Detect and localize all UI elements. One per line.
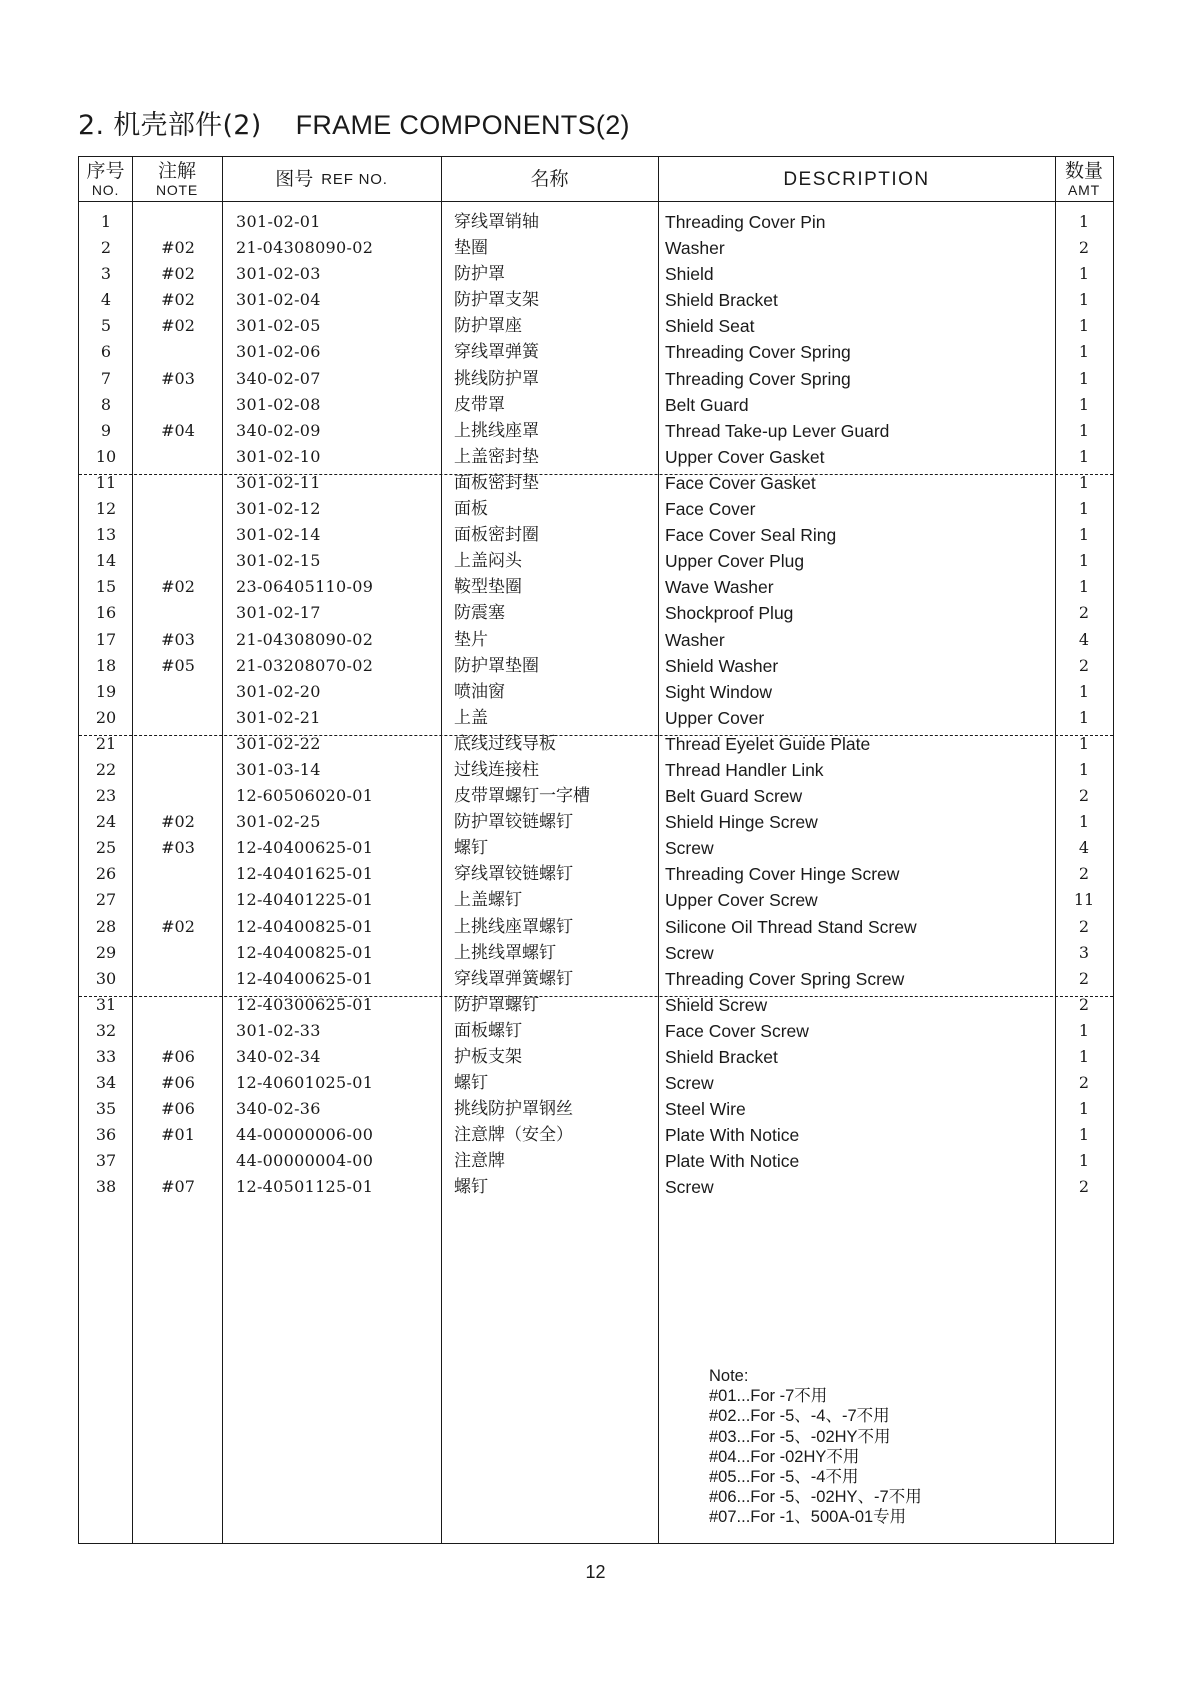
row-number: 1 xyxy=(100,212,112,231)
row-description: Shield Bracket xyxy=(665,1047,778,1067)
row-note: #02 xyxy=(161,812,195,832)
row-note xyxy=(133,679,223,705)
row-name-zh: 防护罩螺钉 xyxy=(454,994,539,1015)
table-row xyxy=(79,627,1113,653)
row-number: 29 xyxy=(95,942,117,962)
row-ref-no: 301-03-14 xyxy=(236,759,321,779)
table-row xyxy=(79,914,1113,940)
row-description: Upper Cover xyxy=(665,707,765,728)
row-amount: 2 xyxy=(1078,916,1090,936)
row-number: 27 xyxy=(95,890,117,910)
table-row xyxy=(79,444,1113,470)
row-amount: 1 xyxy=(1078,812,1090,832)
header-no-en: NO. xyxy=(91,181,120,198)
row-amount: 1 xyxy=(1078,342,1090,362)
row-amount: 1 xyxy=(1078,290,1090,310)
row-ref-no: 340-02-09 xyxy=(236,420,321,440)
table-row xyxy=(79,1044,1113,1070)
row-number: 3 xyxy=(100,264,112,284)
row-description: Screw xyxy=(665,838,714,859)
header-ref-en: REF NO. xyxy=(321,170,388,188)
row-amount: 2 xyxy=(1078,603,1090,623)
row-name-zh: 防护罩座 xyxy=(454,316,522,337)
row-ref-no: 301-02-25 xyxy=(236,812,321,832)
row-ref-no: 301-02-10 xyxy=(236,446,321,466)
row-note xyxy=(133,209,223,235)
row-ref-no: 340-02-34 xyxy=(236,1047,321,1066)
row-description: Silicone Oil Thread Stand Screw xyxy=(665,916,917,937)
note-line: #03...For -5、-02HY不用 xyxy=(709,1427,891,1446)
row-ref-no: 301-02-01 xyxy=(236,212,321,231)
row-ref-no: 12-40400825-01 xyxy=(236,916,374,936)
row-amount: 1 xyxy=(1078,577,1090,597)
row-note xyxy=(133,966,223,992)
row-description: Shield Seat xyxy=(665,316,755,337)
row-description: Wave Washer xyxy=(665,577,774,598)
row-description: Shockproof Plug xyxy=(665,603,794,624)
row-amount: 2 xyxy=(1078,864,1090,884)
row-name-zh: 挑线防护罩钢丝 xyxy=(454,1099,573,1120)
row-amount: 11 xyxy=(1073,890,1095,910)
row-number: 28 xyxy=(95,916,117,936)
row-description: Washer xyxy=(665,238,725,259)
row-ref-no: 301-02-14 xyxy=(236,525,321,545)
row-number: 24 xyxy=(95,812,117,832)
page-title xyxy=(78,103,630,142)
row-note: #07 xyxy=(161,1177,195,1197)
note-line: #02...For -5、-4、-7不用 xyxy=(709,1407,890,1426)
row-amount: 1 xyxy=(1078,733,1090,753)
row-description: Threading Cover Spring xyxy=(665,342,851,363)
row-amount: 1 xyxy=(1078,1047,1090,1066)
row-description: Belt Guard xyxy=(665,394,749,415)
row-number: 36 xyxy=(95,1125,117,1145)
row-ref-no: 301-02-17 xyxy=(236,603,321,623)
row-note xyxy=(133,1018,223,1044)
table-row xyxy=(79,522,1113,548)
row-name-zh: 穿线罩弹簧 xyxy=(454,342,539,363)
row-ref-no: 44-00000004-00 xyxy=(236,1151,374,1171)
row-amount: 2 xyxy=(1078,786,1090,806)
row-note xyxy=(133,444,223,470)
row-ref-no: 12-40300625-01 xyxy=(236,994,374,1014)
row-number: 6 xyxy=(100,342,112,362)
row-number: 19 xyxy=(95,681,117,701)
row-number: 15 xyxy=(95,577,117,597)
table-row xyxy=(79,1148,1113,1174)
header-amt xyxy=(1055,157,1113,201)
row-ref-no: 301-02-03 xyxy=(236,264,321,284)
row-number: 13 xyxy=(95,525,117,545)
table-row xyxy=(79,835,1113,861)
row-note xyxy=(133,705,223,731)
table-row xyxy=(79,1174,1113,1200)
row-name-zh: 面板密封垫 xyxy=(454,472,539,493)
row-name-zh: 垫圈 xyxy=(454,238,488,259)
row-description: Threading Cover Spring Screw xyxy=(665,968,905,989)
row-name-zh: 上挑线罩螺钉 xyxy=(454,942,556,963)
row-name-zh: 穿线罩弹簧螺钉 xyxy=(454,968,573,989)
row-ref-no: 340-02-07 xyxy=(236,368,321,388)
table-row xyxy=(79,1096,1113,1122)
row-note xyxy=(133,861,223,887)
row-description: Shield xyxy=(665,264,714,285)
row-number: 26 xyxy=(95,864,117,884)
row-amount: 1 xyxy=(1078,1151,1090,1171)
row-note xyxy=(133,940,223,966)
row-amount: 1 xyxy=(1078,368,1090,388)
row-name-zh: 螺钉 xyxy=(454,1177,488,1198)
row-note xyxy=(133,1148,223,1174)
row-note xyxy=(133,731,223,757)
row-amount: 1 xyxy=(1078,316,1090,336)
row-ref-no: 340-02-36 xyxy=(236,1099,321,1119)
row-number: 4 xyxy=(100,290,112,310)
header-note-en: NOTE xyxy=(155,181,199,198)
header-ref xyxy=(222,157,441,201)
row-name-zh: 上挑线座罩 xyxy=(454,420,539,441)
row-amount: 1 xyxy=(1078,1125,1090,1145)
row-ref-no: 23-06405110-09 xyxy=(236,577,374,597)
header-description xyxy=(658,157,1055,201)
row-description: Upper Cover Gasket xyxy=(665,446,825,467)
row-number: 32 xyxy=(95,1020,117,1040)
row-note: #01 xyxy=(161,1125,195,1145)
row-name-zh: 皮带罩螺钉一字槽 xyxy=(454,786,590,807)
row-ref-no: 301-02-08 xyxy=(236,394,321,414)
table-row xyxy=(79,209,1113,235)
row-amount: 2 xyxy=(1078,994,1090,1014)
row-name-zh: 防护罩垫圈 xyxy=(454,655,539,676)
row-amount: 2 xyxy=(1078,238,1090,258)
row-amount: 1 xyxy=(1078,759,1090,779)
row-number: 37 xyxy=(95,1151,117,1171)
row-note: #06 xyxy=(161,1099,195,1119)
row-note: #06 xyxy=(161,1073,195,1093)
row-note xyxy=(133,992,223,1018)
table-row xyxy=(79,940,1113,966)
row-name-zh: 喷油窗 xyxy=(454,681,505,702)
row-ref-no: 301-02-11 xyxy=(236,472,321,492)
row-note: #06 xyxy=(161,1047,195,1066)
row-note xyxy=(133,548,223,574)
row-name-zh: 鞍型垫圈 xyxy=(454,577,522,598)
row-description: Threading Cover Spring xyxy=(665,368,851,389)
row-ref-no: 301-02-20 xyxy=(236,681,321,701)
row-note: #02 xyxy=(161,238,195,258)
table-row xyxy=(79,1018,1113,1044)
page-number: 12 xyxy=(585,1562,606,1582)
row-note: #03 xyxy=(161,629,195,649)
row-number: 23 xyxy=(95,786,117,806)
row-ref-no: 21-03208070-02 xyxy=(236,655,374,675)
row-description: Upper Cover Screw xyxy=(665,890,818,911)
row-description: Plate With Notice xyxy=(665,1151,800,1172)
row-amount: 1 xyxy=(1078,212,1090,231)
header-note xyxy=(132,157,222,201)
table-row xyxy=(79,470,1113,496)
table-row xyxy=(79,600,1113,626)
header-description-label: DESCRIPTION xyxy=(783,168,930,190)
row-amount: 1 xyxy=(1078,551,1090,571)
row-number: 9 xyxy=(100,420,112,440)
table-row xyxy=(79,809,1113,835)
row-ref-no: 301-02-12 xyxy=(236,499,321,519)
row-ref-no: 12-60506020-01 xyxy=(236,786,374,806)
row-ref-no: 301-02-06 xyxy=(236,342,321,362)
table-row xyxy=(79,574,1113,600)
row-amount: 2 xyxy=(1078,968,1090,988)
table-row xyxy=(79,392,1113,418)
row-amount: 1 xyxy=(1078,446,1090,466)
header-name-zh: 名称 xyxy=(530,167,569,190)
row-number: 22 xyxy=(95,759,117,779)
row-description: Thread Take-up Lever Guard xyxy=(665,420,890,441)
row-note xyxy=(133,522,223,548)
row-name-zh: 底线过线导板 xyxy=(454,733,556,754)
row-ref-no: 301-02-33 xyxy=(236,1020,321,1040)
row-amount: 1 xyxy=(1078,525,1090,545)
row-name-zh: 面板密封圈 xyxy=(454,525,539,546)
row-description: Shield Screw xyxy=(665,994,768,1015)
row-number: 25 xyxy=(95,838,117,858)
row-ref-no: 12-40501125-01 xyxy=(236,1177,374,1197)
table-row xyxy=(79,861,1113,887)
row-name-zh: 上挑线座罩螺钉 xyxy=(454,916,573,937)
header-no-zh: 序号 xyxy=(86,159,125,182)
table-row xyxy=(79,653,1113,679)
row-amount: 1 xyxy=(1078,420,1090,440)
row-description: Upper Cover Plug xyxy=(665,551,805,572)
row-name-zh: 护板支架 xyxy=(454,1047,522,1067)
table-row xyxy=(79,783,1113,809)
row-number: 33 xyxy=(95,1047,117,1066)
row-number: 34 xyxy=(95,1073,117,1093)
header-no xyxy=(79,157,132,201)
row-ref-no: 21-04308090-02 xyxy=(236,629,374,649)
table-row xyxy=(79,679,1113,705)
row-note: #05 xyxy=(161,655,195,675)
row-name-zh: 上盖闷头 xyxy=(454,551,522,572)
row-name-zh: 上盖 xyxy=(454,707,488,728)
header-note-zh: 注解 xyxy=(157,159,196,182)
table-row xyxy=(79,548,1113,574)
table-row xyxy=(79,261,1113,287)
row-ref-no: 301-02-04 xyxy=(236,290,321,310)
note-line: #01...For -7不用 xyxy=(709,1387,828,1406)
row-amount: 1 xyxy=(1078,472,1090,492)
title-zh: 2. 机壳部件(2) xyxy=(78,110,262,141)
row-name-zh: 挑线防护罩 xyxy=(454,368,539,389)
row-number: 10 xyxy=(95,446,117,466)
note-line: #05...For -5、-4不用 xyxy=(709,1468,859,1487)
row-number: 14 xyxy=(95,551,117,571)
row-note xyxy=(133,392,223,418)
note-line: #04...For -02HY不用 xyxy=(709,1447,860,1466)
row-number: 21 xyxy=(95,733,117,753)
row-number: 18 xyxy=(95,655,117,675)
row-number: 20 xyxy=(95,707,117,727)
row-number: 16 xyxy=(95,603,117,623)
row-description: Screw xyxy=(665,1177,714,1198)
note-line: #06...For -5、-02HY、-7不用 xyxy=(709,1488,922,1507)
table-row xyxy=(79,887,1113,913)
row-note xyxy=(133,496,223,522)
row-description: Shield Bracket xyxy=(665,290,778,311)
row-description: Screw xyxy=(665,1073,714,1094)
row-description: Face Cover Screw xyxy=(665,1020,809,1041)
row-name-zh: 过线连接柱 xyxy=(454,759,539,780)
row-amount: 1 xyxy=(1078,499,1090,519)
row-note xyxy=(133,783,223,809)
row-ref-no: 301-02-15 xyxy=(236,551,321,571)
row-description: Shield Hinge Screw xyxy=(665,812,818,833)
row-name-zh: 面板 xyxy=(454,499,488,520)
row-number: 5 xyxy=(100,316,112,336)
row-ref-no: 12-40400625-01 xyxy=(236,968,374,988)
table-row xyxy=(79,1070,1113,1096)
notes-heading: Note: xyxy=(709,1367,749,1385)
table-row xyxy=(79,366,1113,392)
row-amount: 2 xyxy=(1078,655,1090,675)
row-description: Threading Cover Hinge Screw xyxy=(665,864,900,885)
header-name xyxy=(441,157,658,201)
row-number: 30 xyxy=(95,968,117,988)
row-number: 8 xyxy=(100,394,112,414)
row-description: Plate With Notice xyxy=(665,1125,800,1146)
header-ref-zh: 图号 xyxy=(275,167,314,190)
row-note: #02 xyxy=(161,264,195,284)
row-note xyxy=(133,757,223,783)
row-description: Shield Washer xyxy=(665,655,779,676)
row-ref-no: 12-40401225-01 xyxy=(236,890,374,910)
row-note: #02 xyxy=(161,577,195,597)
table-row xyxy=(79,313,1113,339)
table-row xyxy=(79,235,1113,261)
row-ref-no: 12-40601025-01 xyxy=(236,1073,374,1093)
row-number: 2 xyxy=(100,238,112,258)
row-amount: 1 xyxy=(1078,394,1090,414)
table-row xyxy=(79,731,1113,757)
row-ref-no: 12-40400625-01 xyxy=(236,838,374,858)
row-description: Washer xyxy=(665,629,725,650)
row-amount: 3 xyxy=(1078,942,1090,962)
row-number: 12 xyxy=(95,499,117,519)
row-amount: 1 xyxy=(1078,264,1090,284)
row-note xyxy=(133,470,223,496)
row-number: 35 xyxy=(95,1099,117,1119)
row-name-zh: 垫片 xyxy=(454,629,488,650)
row-name-zh: 防震塞 xyxy=(454,603,505,624)
notes-block xyxy=(709,1366,922,1528)
row-name-zh: 防护罩铰链螺钉 xyxy=(454,812,573,833)
row-ref-no: 44-00000006-00 xyxy=(236,1125,374,1145)
row-description: Face Cover xyxy=(665,499,756,520)
row-note: #03 xyxy=(161,368,195,388)
table-row xyxy=(79,966,1113,992)
row-name-zh: 防护罩 xyxy=(454,264,505,285)
row-amount: 1 xyxy=(1078,1020,1090,1040)
table-row xyxy=(79,705,1113,731)
row-note: #03 xyxy=(161,838,195,858)
header-divider xyxy=(79,201,1113,202)
table-row xyxy=(79,992,1113,1018)
row-description: Sight Window xyxy=(665,681,772,702)
row-name-zh: 注意牌 xyxy=(454,1151,505,1172)
row-name-zh: 注意牌（安全） xyxy=(454,1125,573,1146)
row-amount: 4 xyxy=(1078,629,1090,649)
row-ref-no: 12-40400825-01 xyxy=(236,942,374,962)
table-row xyxy=(79,287,1113,313)
row-name-zh: 上盖密封垫 xyxy=(454,446,539,467)
row-ref-no: 301-02-05 xyxy=(236,316,321,336)
row-ref-no: 301-02-22 xyxy=(236,733,321,753)
row-name-zh: 防护罩支架 xyxy=(454,290,539,311)
row-description: Screw xyxy=(665,942,714,963)
row-name-zh: 螺钉 xyxy=(454,1073,488,1094)
row-description: Face Cover Seal Ring xyxy=(665,525,837,546)
note-line: #07...For -1、500A-01专用 xyxy=(709,1508,907,1527)
row-number: 31 xyxy=(95,994,117,1014)
table-row xyxy=(79,339,1113,365)
row-ref-no: 301-02-21 xyxy=(236,707,321,727)
row-description: Steel Wire xyxy=(665,1099,746,1120)
row-note: #02 xyxy=(161,916,195,936)
row-note: #02 xyxy=(161,290,195,310)
row-number: 11 xyxy=(95,472,117,492)
row-name-zh: 穿线罩销轴 xyxy=(454,212,539,232)
row-note xyxy=(133,887,223,913)
parts-table xyxy=(78,156,1114,1544)
row-description: Face Cover Gasket xyxy=(665,472,816,493)
row-description: Thread Handler Link xyxy=(665,759,824,780)
table-row xyxy=(79,418,1113,444)
table-row xyxy=(79,757,1113,783)
row-number: 17 xyxy=(95,629,117,649)
header-amt-en: AMT xyxy=(1068,181,1100,198)
row-name-zh: 穿线罩铰链螺钉 xyxy=(454,864,573,885)
table-row xyxy=(79,1122,1113,1148)
row-note xyxy=(133,600,223,626)
row-name-zh: 皮带罩 xyxy=(454,394,505,415)
table-body xyxy=(79,209,1113,1201)
row-note: #02 xyxy=(161,316,195,336)
row-number: 7 xyxy=(100,368,112,388)
row-note: #04 xyxy=(161,420,195,440)
row-amount: 1 xyxy=(1078,707,1090,727)
row-name-zh: 面板螺钉 xyxy=(454,1020,522,1041)
title-en: FRAME COMPONENTS(2) xyxy=(295,110,630,140)
table-row xyxy=(79,496,1113,522)
row-description: Thread Eyelet Guide Plate xyxy=(665,733,871,754)
row-amount: 2 xyxy=(1078,1073,1090,1093)
row-amount: 1 xyxy=(1078,681,1090,701)
row-amount: 2 xyxy=(1078,1177,1090,1197)
row-name-zh: 上盖螺钉 xyxy=(454,890,522,911)
row-description: Threading Cover Pin xyxy=(665,212,826,232)
row-name-zh: 螺钉 xyxy=(454,838,488,859)
row-ref-no: 21-04308090-02 xyxy=(236,238,374,258)
row-description: Belt Guard Screw xyxy=(665,786,803,807)
row-number: 38 xyxy=(95,1177,117,1197)
row-amount: 4 xyxy=(1078,838,1090,858)
row-note xyxy=(133,339,223,365)
row-ref-no: 12-40401625-01 xyxy=(236,864,374,884)
row-amount: 1 xyxy=(1078,1099,1090,1119)
header-amt-zh: 数量 xyxy=(1064,159,1103,182)
